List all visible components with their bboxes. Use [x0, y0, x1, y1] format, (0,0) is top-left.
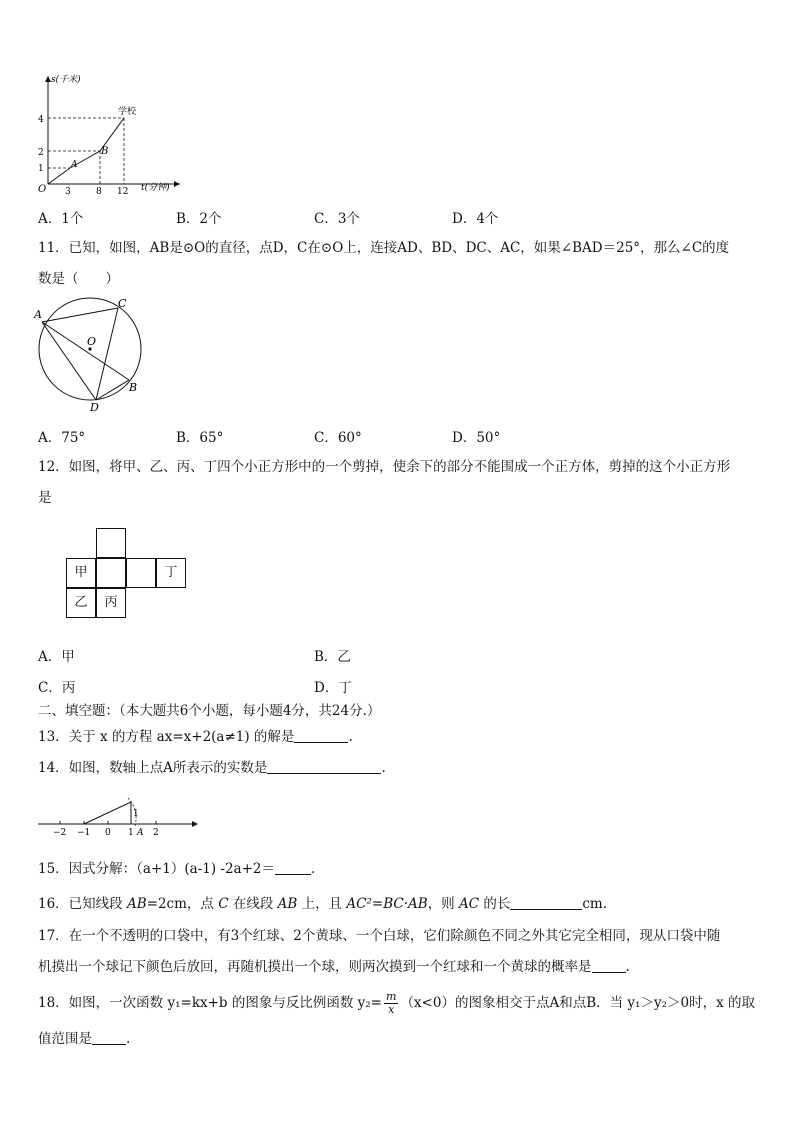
cube-net — [66, 528, 190, 620]
q18-end: . — [126, 1031, 131, 1047]
q18-text-pre: 18．如图，一次函数 y₁=kx+b 的图象与反比例函数 y₂= — [38, 995, 382, 1011]
q12-option-b[interactable]: B．乙 — [314, 649, 351, 665]
q18-text-line2: 值范围是 — [38, 1031, 92, 1047]
y-tick-4: 4 — [38, 115, 44, 125]
q18-frac-num: m — [386, 990, 397, 1003]
segment-label-one: 1 — [133, 809, 139, 819]
q16-text-mid3: 上，且 — [297, 896, 347, 912]
q12-text-line2: 是 — [38, 490, 52, 506]
q11-text-line2: 数是（ ） — [38, 271, 119, 287]
x-tick-8: 8 — [96, 187, 102, 194]
y-tick-1: 1 — [38, 164, 44, 174]
section-heading: 二、填空题：（本大题共6个小题，每小题4分，共24分.） — [38, 703, 381, 719]
q16-seg-ab2: AB — [277, 896, 298, 912]
q16-text-mid5: 的长 — [479, 896, 511, 912]
point-a-label: A — [137, 828, 144, 838]
x-tick-3: 3 — [65, 187, 71, 194]
number-line-figure — [36, 792, 202, 838]
y-axis-label: s(千米) — [51, 75, 81, 85]
q10-option-d[interactable]: D．4个 — [452, 211, 499, 227]
circle-label-o: O — [87, 335, 97, 348]
q16-end: cm. — [582, 896, 608, 912]
q10-option-b[interactable]: B．2个 — [176, 211, 222, 227]
q18-line2 — [38, 1029, 130, 1049]
distance-time-graph — [34, 72, 184, 194]
q10-option-c[interactable]: C．3个 — [314, 211, 360, 227]
q17-text-line2: 机摸出一个球记下颜色后放回，再随机摸出一个球，则两次摸到一个红球和一个黄球的概率是 — [38, 959, 592, 975]
q17-answer-blank[interactable] — [592, 958, 626, 973]
q18-line1 — [38, 986, 755, 1020]
q15-text: 15．因式分解：（a+1）(a-1) -2a+2＝ — [38, 861, 276, 877]
q16-text-mid1: =2cm，点 — [146, 896, 219, 912]
q16-text-mid4: ，则 — [427, 896, 459, 912]
q14-end: . — [381, 760, 386, 776]
q16-seg-ac: AC — [458, 896, 480, 912]
q12-text-line1: 12．如图，将甲、乙、丙、丁四个小正方形中的一个剪掉，使余下的部分不能围成一个正方体，剪掉的这个小正方形 — [38, 459, 731, 475]
q11-option-d[interactable]: D．50° — [452, 430, 501, 446]
q18-fraction — [384, 991, 398, 1016]
q10-option-a[interactable]: A．1个 — [38, 211, 84, 227]
net-cell-blank — [126, 558, 156, 588]
point-a-label: A — [71, 160, 78, 170]
circle-label-b: B — [129, 381, 138, 394]
q12-option-a[interactable]: A．甲 — [38, 649, 75, 665]
q13-answer-blank[interactable] — [294, 728, 348, 743]
q18-text-post: （x<0）的图象相交于点A和点B．当 y₁＞y₂＞0时，x 的取 — [400, 995, 755, 1011]
axis-tick-2: 2 — [153, 828, 159, 838]
q15-end: . — [311, 861, 316, 877]
q17-text-line1: 17．在一个不透明的口袋中，有3个红球、2个黄球、一个白球，它们除颜色不同之外其它完全相同，现从口袋中随 — [38, 928, 721, 944]
q17-end: . — [625, 959, 630, 975]
origin-label: O — [38, 184, 47, 194]
q16-text-mid2: 在线段 — [228, 896, 278, 912]
q14-text: 14．如图，数轴上点A所表示的实数是 — [38, 760, 268, 776]
q11-option-b[interactable]: B．65° — [176, 430, 224, 446]
axis-tick-neg2: −2 — [53, 828, 67, 838]
school-label: 学校 — [118, 107, 137, 117]
q15-answer-blank[interactable] — [275, 860, 311, 875]
q16-equation: AC²=BC·AB — [346, 896, 428, 912]
net-cell-bing: 丙 — [96, 588, 126, 618]
q13-text: 13．关于 x 的方程 ax=x+2(a≠1) 的解是 — [38, 729, 295, 745]
net-cell-jia: 甲 — [66, 558, 96, 588]
q11-option-c[interactable]: C．60° — [314, 430, 362, 446]
q18-answer-blank[interactable] — [92, 1030, 126, 1045]
net-cell-yi: 乙 — [66, 588, 96, 618]
q18-frac-den: x — [388, 1003, 395, 1016]
q11-text-line1: 11．已知，如图，AB是⊙O的直径，点D，C在⊙O上，连接AD、BD、DC、AC，如果∠BAD＝25°，那么∠C的度 — [38, 240, 730, 256]
q16-text-pre: 16．已知线段 — [38, 896, 127, 912]
circle-label-a: A — [34, 308, 42, 321]
x-axis-label: t(分钟) — [141, 183, 170, 193]
net-cell-top — [96, 528, 126, 558]
q12-option-c[interactable]: C．丙 — [38, 680, 76, 696]
q16-point-c: C — [218, 896, 229, 912]
axis-tick-0: 0 — [105, 828, 111, 838]
q13-end: . — [348, 729, 353, 745]
x-tick-12: 12 — [117, 187, 129, 194]
q16-seg-ab: AB — [126, 896, 147, 912]
q12-option-d[interactable]: D．丁 — [314, 680, 352, 696]
q15-line — [38, 859, 315, 879]
q17-line2 — [38, 957, 630, 977]
circle-figure — [32, 296, 144, 414]
circle-label-c: C — [118, 297, 127, 310]
net-cell-ding: 丁 — [156, 558, 186, 588]
q16-line — [38, 894, 607, 914]
axis-tick-neg1: −1 — [77, 828, 91, 838]
y-tick-2: 2 — [38, 148, 44, 158]
q11-option-a[interactable]: A．75° — [38, 430, 86, 446]
circle-label-d: D — [90, 401, 99, 414]
point-b-label: B — [101, 146, 109, 157]
axis-tick-1: 1 — [128, 828, 134, 838]
q14-answer-blank[interactable] — [267, 759, 381, 774]
net-cell-middle — [96, 558, 126, 588]
q14-line — [38, 758, 386, 778]
q16-answer-blank[interactable] — [510, 895, 582, 910]
q13-line — [38, 727, 353, 747]
